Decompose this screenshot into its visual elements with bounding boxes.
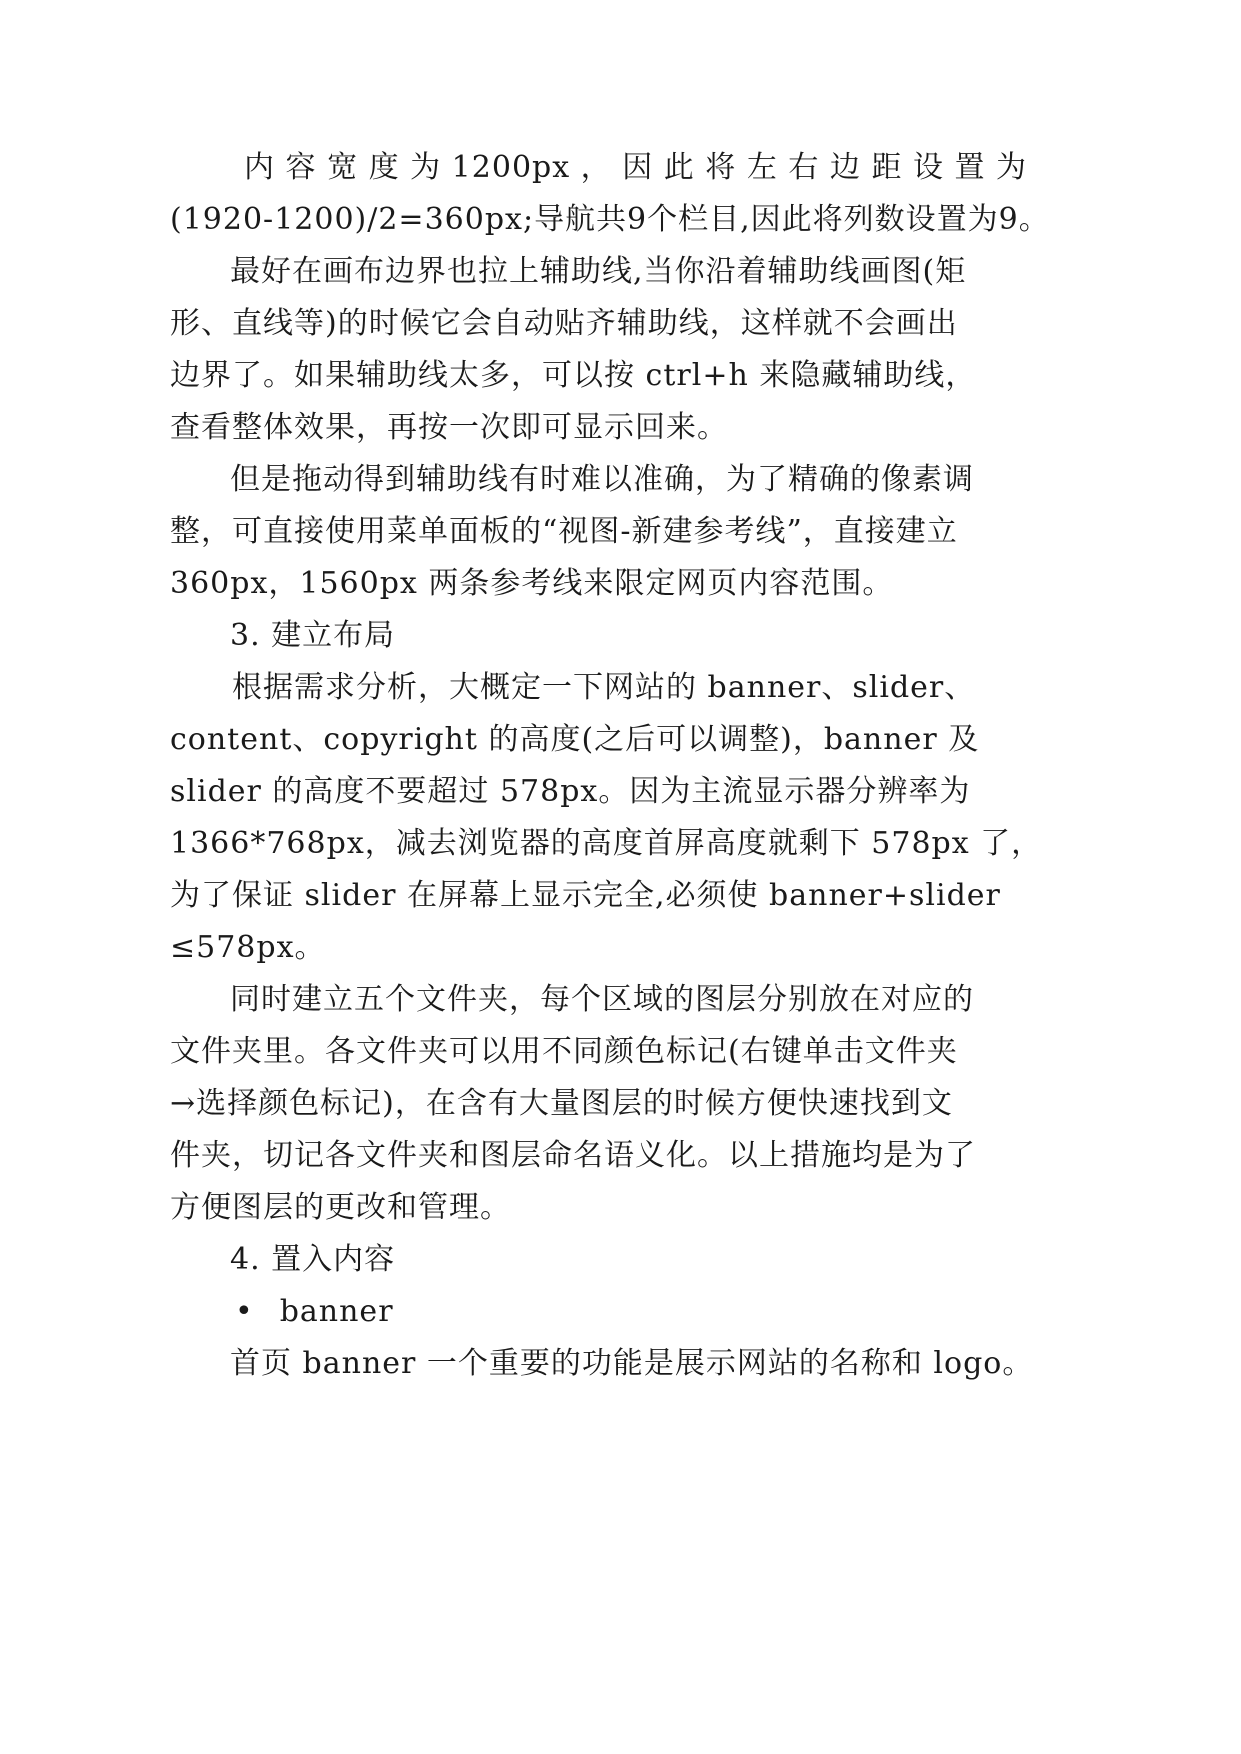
text-line: 但是拖动得到辅助线有时难以准确，为了精确的像素调: [230, 462, 974, 497]
text-line: →选择颜色标记)，在含有大量图层的时候方便快速找到文: [170, 1086, 953, 1121]
text-line: 同时建立五个文件夹，每个区域的图层分别放在对应的: [230, 982, 974, 1017]
text-line: 查看整体效果，再按一次即可显示回来。: [170, 410, 728, 445]
text-line: slider 的高度不要超过 578px。因为主流显示器分辨率为: [170, 774, 971, 809]
text-line: 1366*768px，减去浏览器的高度首屏高度就剩下 578px 了，: [170, 826, 1043, 861]
text-line: 边界了。如果辅助线太多，可以按 ctrl+h 来隐藏辅助线，: [170, 358, 977, 393]
section-heading: 3. 建立布局: [230, 618, 396, 653]
text-line: 首页 banner 一个重要的功能是展示网站的名称和 logo。: [230, 1346, 1034, 1381]
text-line: 内 容 宽 度 为 1200px ， 因 此 将 左 右 边 距 设 置 为: [244, 150, 1028, 185]
text-line: 为了保证 slider 在屏幕上显示完全,必须使 banner+slider: [170, 878, 1001, 913]
text-line: 根据需求分析，大概定一下网站的 banner、slider、: [232, 670, 976, 705]
text-line: 最好在画布边界也拉上辅助线,当你沿着辅助线画图(矩: [230, 254, 967, 289]
text-line: content、copyright 的高度(之后可以调整)，banner 及: [170, 722, 980, 757]
section-heading: 4. 置入内容: [230, 1242, 396, 1277]
bullet-item: [235, 1292, 394, 1332]
text-line: 360px，1560px 两条参考线来限定网页内容范围。: [170, 566, 894, 601]
text-line: (1920-1200)/2=360px;导航共9个栏目,因此将列数设置为9。: [170, 202, 1050, 237]
text-line: 方便图层的更改和管理。: [170, 1190, 511, 1225]
text-line: ≤578px。: [170, 930, 326, 965]
text-line: 整，可直接使用菜单面板的“视图-新建参考线”，直接建立: [170, 514, 958, 549]
text-line: 文件夹里。各文件夹可以用不同颜色标记(右键单击文件夹: [170, 1034, 958, 1069]
bullet-symbol: •: [235, 1294, 254, 1329]
text-line: 件夹，切记各文件夹和图层命名语义化。以上措施均是为了: [170, 1138, 976, 1173]
bullet-text: banner: [279, 1294, 394, 1329]
text-line: 形、直线等)的时候它会自动贴齐辅助线，这样就不会画出: [170, 306, 958, 341]
